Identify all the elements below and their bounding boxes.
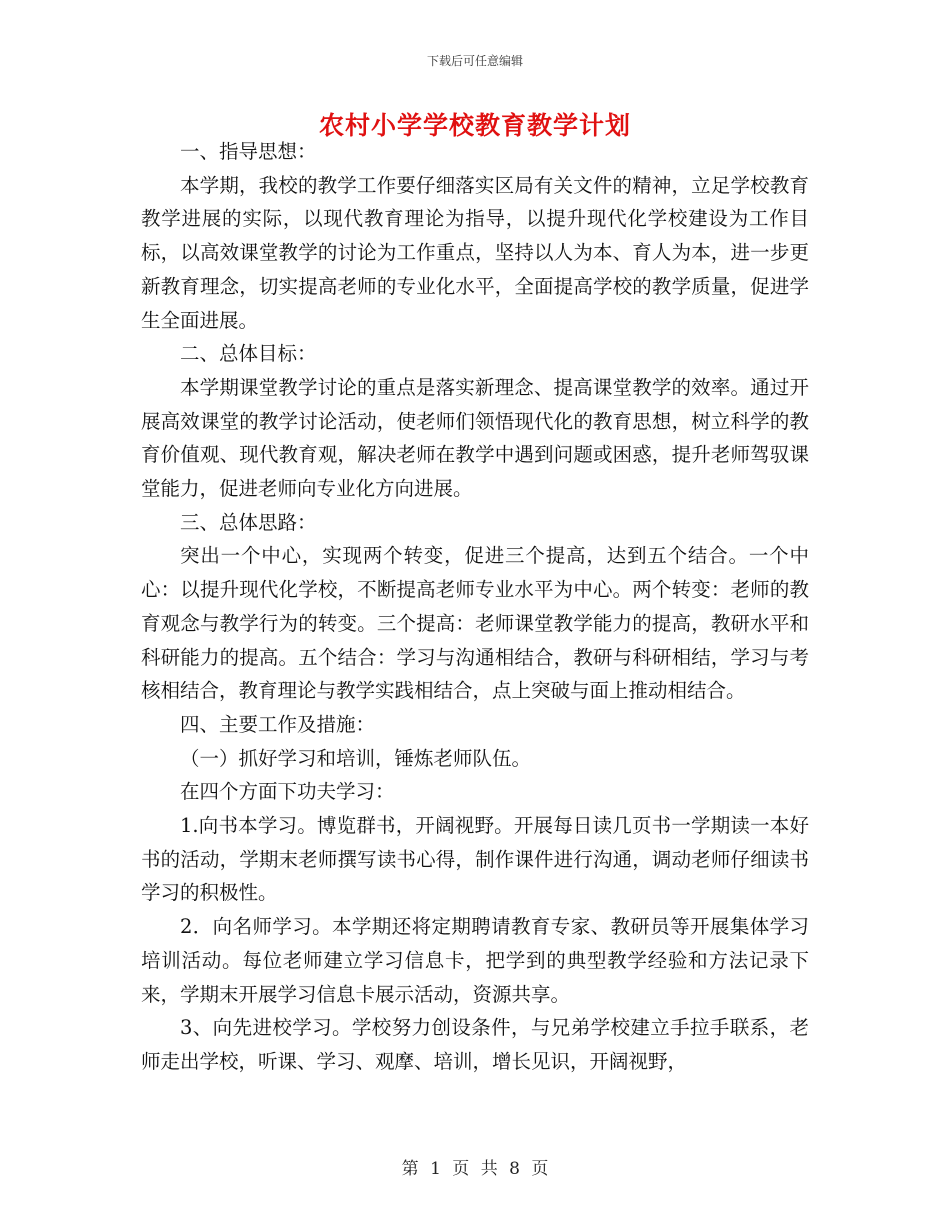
section-heading: 四、主要工作及措施： — [180, 712, 376, 736]
paragraph: 在四个方面下功夫学习： — [180, 780, 395, 804]
document-title: 农村小学学校教育教学计划 — [318, 111, 631, 140]
document-body — [141, 135, 809, 1079]
paragraph: 2．向名师学习。本学期还将定期聘请教育专家、教研员等开展集体学习培训活动。每位老师建立学习信息卡，把学到的典型教学经验和方法记录下来，学期末开展学习信息卡展示活动，资源共享。 — [141, 915, 809, 1006]
subsection-heading: （一）抓好学习和培训，锤炼老师队伍。 — [180, 746, 532, 770]
paragraph: 本学期课堂教学讨论的重点是落实新理念、提高课堂教学的效率。通过开展高效课堂的教学讨论活动，使老师们领悟现代化的教育思想，树立科学的教育价值观、现代教育观，解决老师在教学中遇到问题或困惑，提升老师驾驭课堂能力，促进老师向专业化方向进展。 — [141, 375, 809, 501]
section-heading: 三、总体思路： — [180, 510, 317, 534]
paragraph: 1.向书本学习。博览群书，开阔视野。开展每日读几页书一学期读一本好书的活动，学期末老师撰写读书心得，制作课件进行沟通，调动老师仔细读书学习的积极性。 — [141, 814, 809, 905]
paragraph: 本学期，我校的教学工作要仔细落实区局有关文件的精神，立足学校教育教学进展的实际，以现代教育理论为指导，以提升现代化学校建设为工作目标，以高效课堂教学的讨论为工作重点，坚持以人为本、育人为本，进一步更新教育理念，切实提高老师的专业化水平，全面提高学校的教学质量，促进学生全面进展。 — [141, 173, 809, 332]
paragraph: 突出一个中心，实现两个转变，促进三个提高，达到五个结合。一个中心：以提升现代化学校，不断提高老师专业水平为中心。两个转变：老师的教育观念与教学行为的转变。三个提高：老师课堂教学能力的提高，教研水平和科研能力的提高。五个结合：学习与沟通相结合，教研与科研相结，学习与考核相结合，教育理论与教学实践相结合，点上突破与面上推动相结合。 — [141, 544, 809, 703]
header-note: 下载后可任意编辑 — [426, 54, 523, 68]
section-heading: 二、总体目标： — [180, 342, 317, 366]
paragraph: 3、向先进校学习。学校努力创设条件，与兄弟学校建立手拉手联系，老师走出学校，听课、学习、观摩、培训，增长见识，开阔视野， — [141, 1016, 809, 1073]
section-heading: 一、指导思想： — [180, 140, 317, 163]
page-footer: 第 1 页 共 8 页 — [401, 1159, 549, 1179]
